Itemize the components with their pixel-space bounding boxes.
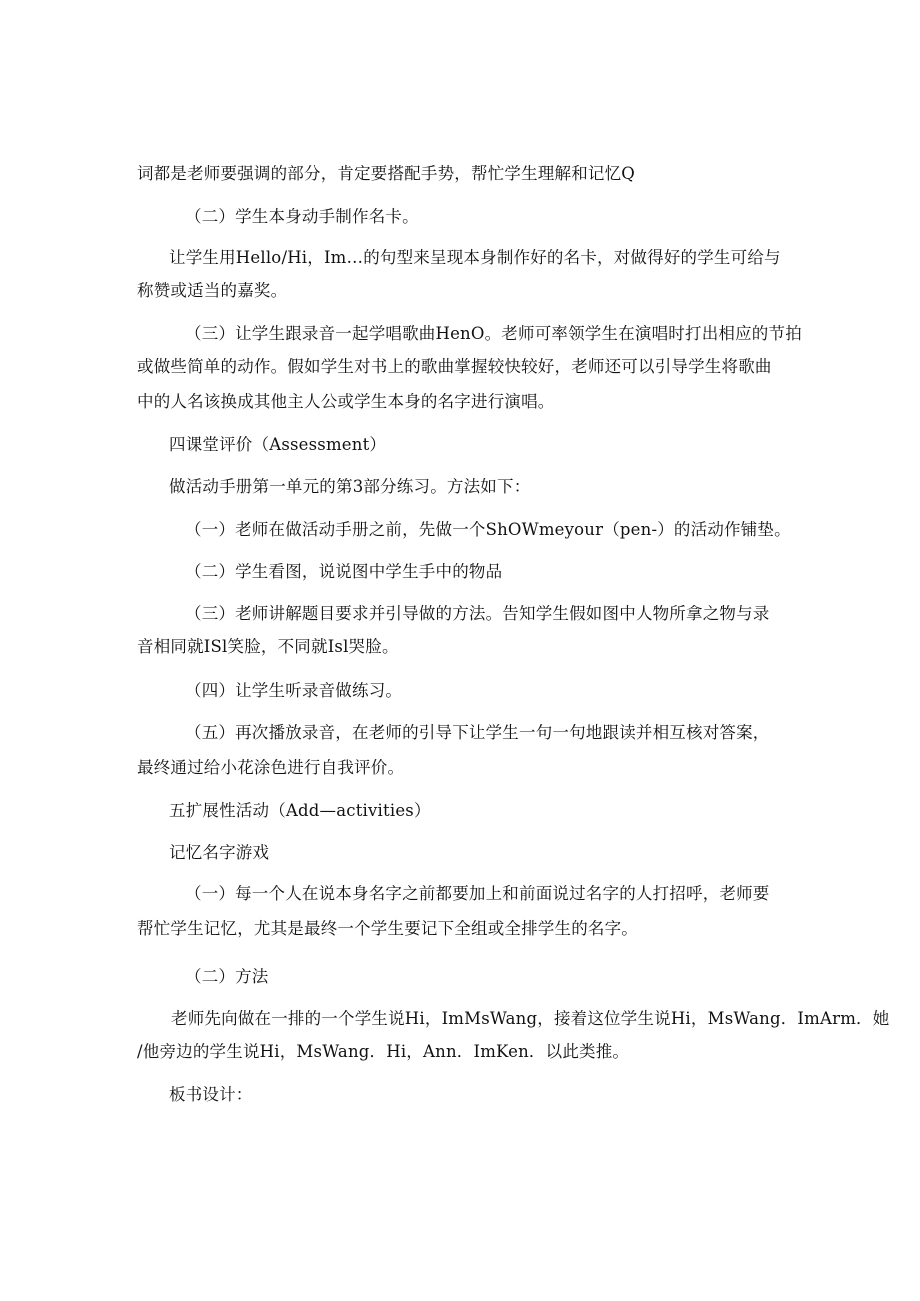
text-line: （三）让学生跟录音一起学唱歌曲HenO。老师可率领学生在演唱时打出相应的节拍 — [185, 324, 802, 343]
text-line: 记忆名字游戏 — [169, 843, 270, 862]
section-heading: 四课堂评价（Assessment） — [169, 435, 387, 454]
text-line: 或做些简单的动作。假如学生对书上的歌曲掌握较快较好，老师还可以引导学生将歌曲 — [137, 357, 772, 376]
text-line: （一）老师在做活动手册之前，先做一个ShOWmeyour（pen-）的活动作铺垫。 — [185, 520, 791, 539]
text-line: 让学生用Hello/Hi，Im…的句型来呈现本身制作好的名卡，对做得好的学生可给与 — [169, 248, 781, 267]
text-line: （四）让学生听录音做练习。 — [185, 681, 403, 700]
text-line: 做活动手册第一单元的第3部分练习。方法如下： — [169, 477, 531, 496]
text-line: 板书设计： — [169, 1085, 253, 1104]
text-line: 最终通过给小花涂色进行自我评价。 — [137, 758, 405, 777]
text-line: 称赞或适当的嘉奖。 — [137, 281, 288, 300]
text-line: （二）学生本身动手制作名卡。 — [185, 207, 419, 226]
text-line: 老师先向做在一排的一个学生说Hi，ImMsWang，接着这位学生说Hi，MsWang．ImArm．她 — [171, 1009, 890, 1028]
text-line: 音相同就ISl笑脸，不同就Isl哭脸。 — [137, 637, 399, 656]
text-line: （一）每一个人在说本身名字之前都要加上和前面说过名字的人打招呼，老师要 — [185, 884, 770, 903]
text-line: （二）方法 — [185, 967, 269, 986]
text-line: 词都是老师要强调的部分，肯定要搭配手势，帮忙学生理解和记忆Q — [137, 164, 636, 183]
section-heading: 五扩展性活动（Add—activities） — [169, 801, 431, 820]
text-line: /他旁边的学生说Hi，MsWang．Hi，Ann．ImKen．以此类推。 — [137, 1042, 630, 1061]
text-line: （五）再次播放录音，在老师的引导下让学生一句一句地跟读并相互核对答案， — [185, 723, 770, 742]
text-line: （三）老师讲解题目要求并引导做的方法。告知学生假如图中人物所拿之物与录 — [185, 604, 770, 623]
text-line: （二）学生看图，说说图中学生手中的物品 — [185, 562, 503, 581]
text-line: 帮忙学生记忆，尤其是最终一个学生要记下全组或全排学生的名字。 — [137, 919, 638, 938]
text-line: 中的人名该换成其他主人公或学生本身的名字进行演唱。 — [137, 392, 555, 411]
